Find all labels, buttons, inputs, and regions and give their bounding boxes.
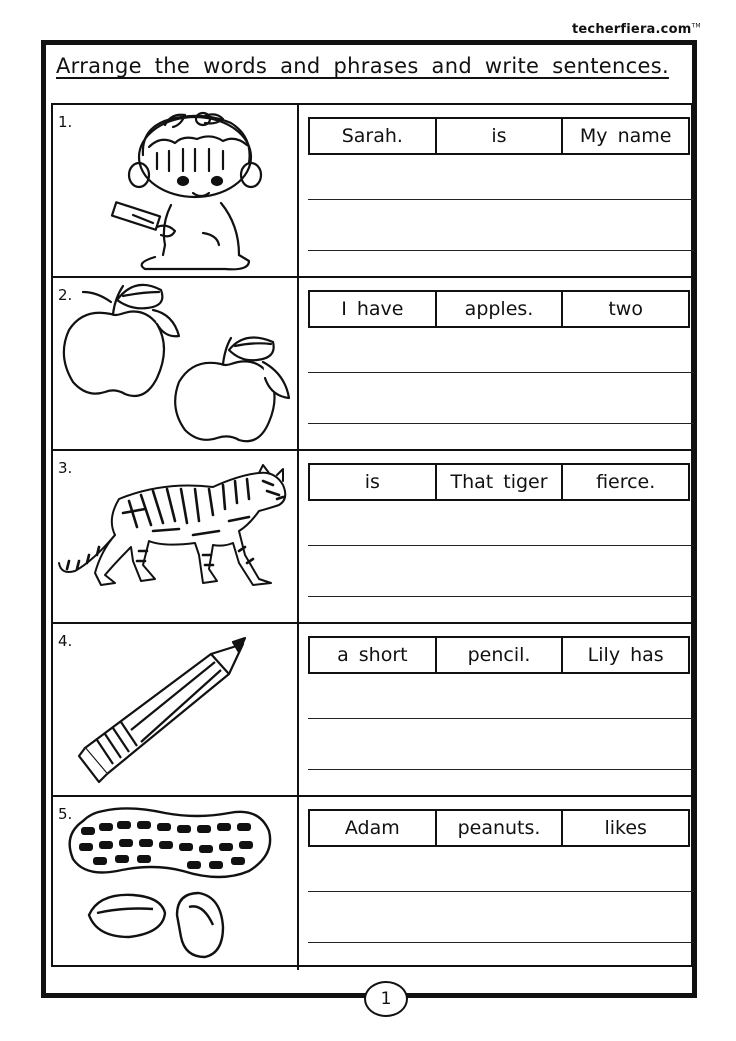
word-box[interactable]: That tiger bbox=[437, 465, 564, 499]
writing-line[interactable] bbox=[308, 596, 694, 597]
exercise-row-1 bbox=[53, 105, 691, 278]
exercise-row-2 bbox=[53, 278, 691, 451]
writing-line[interactable] bbox=[308, 372, 694, 373]
pencil-icon bbox=[53, 624, 299, 795]
exercise-row-4 bbox=[53, 624, 691, 797]
picture-cell bbox=[53, 797, 299, 970]
exercise-grid bbox=[51, 103, 693, 967]
writing-line[interactable] bbox=[308, 250, 694, 251]
word-box[interactable]: I have bbox=[310, 292, 437, 326]
girl-with-tablet-icon bbox=[53, 105, 299, 276]
apple-icon bbox=[53, 278, 299, 449]
picture-cell bbox=[53, 624, 299, 795]
tiger-icon bbox=[53, 451, 299, 622]
worksheet-title: Arrange the words and phrases and write sentences. bbox=[56, 54, 669, 78]
exercise-number: 3. bbox=[58, 459, 73, 477]
writing-line[interactable] bbox=[308, 423, 694, 424]
word-box[interactable]: Lily has bbox=[587, 644, 664, 666]
word-box[interactable]: a short bbox=[310, 638, 437, 672]
exercise-number: 5. bbox=[58, 805, 73, 823]
writing-line[interactable] bbox=[308, 891, 694, 892]
word-box[interactable]: pencil. bbox=[437, 638, 564, 672]
word-boxes bbox=[308, 636, 690, 674]
writing-line[interactable] bbox=[308, 769, 694, 770]
word-boxes bbox=[308, 463, 690, 501]
word-boxes bbox=[308, 117, 690, 155]
word-box[interactable]: is bbox=[310, 465, 437, 499]
word-box[interactable]: Sarah. bbox=[310, 119, 437, 153]
exercise-row-3 bbox=[53, 451, 691, 624]
word-box[interactable]: two bbox=[608, 298, 643, 320]
exercise-number: 4. bbox=[58, 632, 73, 650]
word-box[interactable]: fierce. bbox=[596, 471, 656, 493]
writing-line[interactable] bbox=[308, 199, 694, 200]
word-box[interactable]: My name bbox=[579, 125, 672, 147]
word-box[interactable]: likes bbox=[604, 817, 647, 839]
writing-line[interactable] bbox=[308, 545, 694, 546]
peanut-icon bbox=[53, 797, 299, 968]
word-box[interactable]: Adam bbox=[310, 811, 437, 845]
picture-cell bbox=[53, 105, 299, 276]
worksheet-frame bbox=[41, 40, 697, 1009]
word-box[interactable]: apples. bbox=[437, 292, 564, 326]
brand-name: techerfiera.com™ bbox=[572, 22, 701, 37]
writing-line[interactable] bbox=[308, 942, 694, 943]
exercise-number: 1. bbox=[58, 113, 73, 131]
word-boxes bbox=[308, 809, 690, 847]
trademark-mark: TM bbox=[691, 22, 701, 30]
exercise-number: 2. bbox=[58, 286, 73, 304]
word-box[interactable]: peanuts. bbox=[437, 811, 564, 845]
picture-cell bbox=[53, 451, 299, 622]
word-boxes bbox=[308, 290, 690, 328]
picture-cell bbox=[53, 278, 299, 449]
word-box[interactable]: is bbox=[437, 119, 564, 153]
writing-line[interactable] bbox=[308, 718, 694, 719]
exercise-row-5 bbox=[53, 797, 691, 970]
page-number: 1 bbox=[364, 981, 408, 1017]
